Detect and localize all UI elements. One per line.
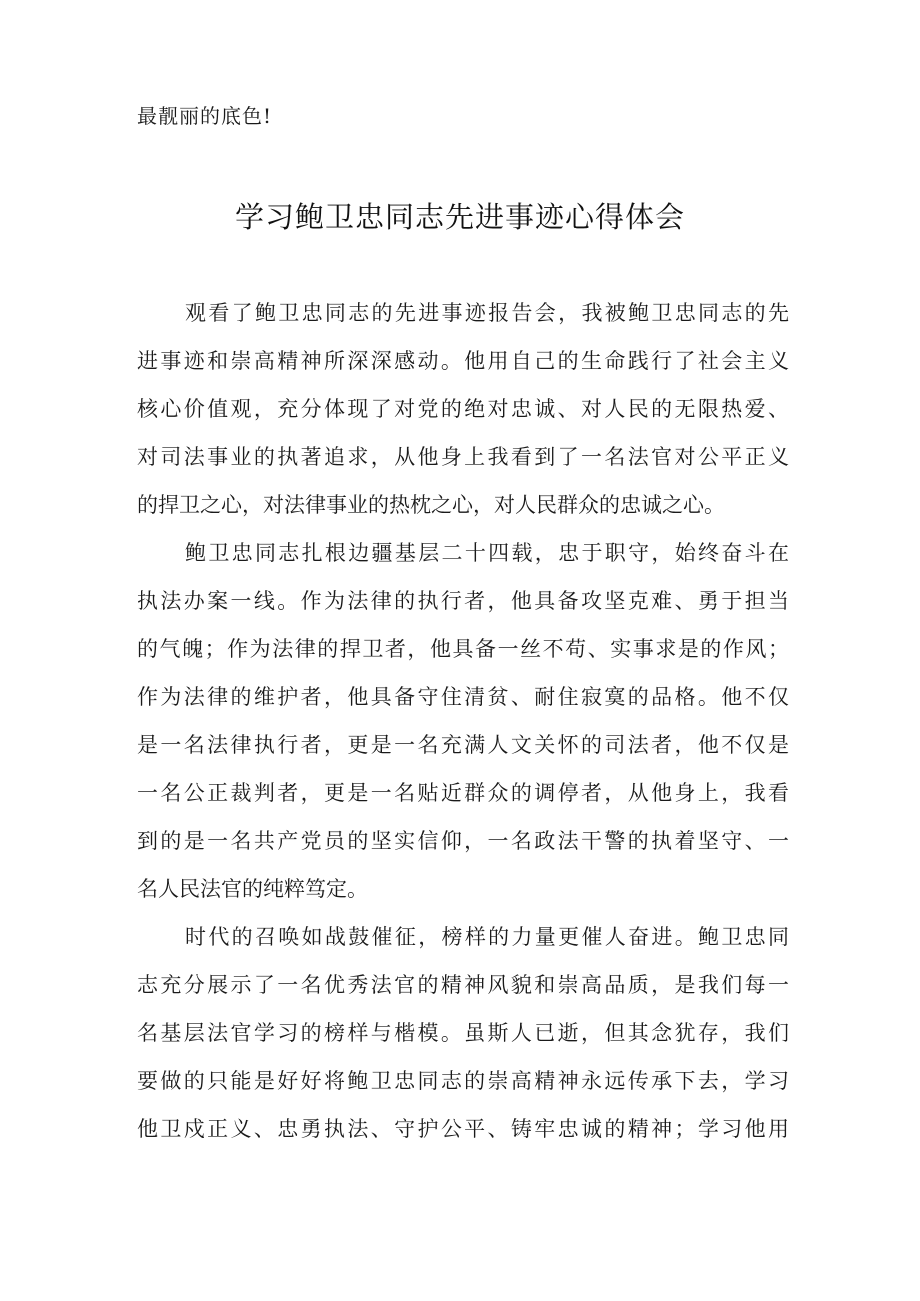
paragraph-2-line-2: 执法办案一线。作为法律的执行者，他具备攻坚克难、勇于担当 — [137, 589, 789, 613]
paragraph-1-line-4: 对司法事业的执著追求，从他身上我看到了一名法官对公平正义 — [137, 445, 789, 469]
document-title: 学习鲍卫忠同志先进事迹心得体会 — [234, 200, 685, 234]
paragraph-2-line-6: 一名公正裁判者，更是一名贴近群众的调停者，从他身上，我看 — [137, 781, 789, 805]
paragraph-1-line-1: 观看了鲍卫忠同志的先进事迹报告会，我被鲍卫忠同志的先 — [185, 301, 789, 325]
paragraph-3-line-1: 时代的召唤如战鼓催征，榜样的力量更催人奋进。鲍卫忠同 — [185, 925, 789, 949]
paragraph-2-line-1: 鲍卫忠同志扎根边疆基层二十四载，忠于职守，始终奋斗在 — [185, 541, 789, 565]
paragraph-2-line-4: 作为法律的维护者，他具备守住清贫、耐住寂寞的品格。他不仅 — [137, 685, 789, 709]
paragraph-2-line-3: 的气魄；作为法律的捍卫者，他具备一丝不苟、实事求是的作风； — [137, 637, 789, 661]
previous-page-fragment: 最靓丽的底色! — [137, 104, 273, 128]
paragraph-1-line-5: 的捍卫之心，对法律事业的热枕之心，对人民群众的忠诚之心。 — [137, 493, 725, 517]
paragraph-3-line-3: 名基层法官学习的榜样与楷模。虽斯人已逝，但其念犹存，我们 — [137, 1021, 789, 1045]
paragraph-2-line-7: 到的是一名共产党员的坚实信仰，一名政法干警的执着坚守、一 — [137, 829, 789, 853]
paragraph-3-line-2: 志充分展示了一名优秀法官的精神风貌和崇高品质，是我们每一 — [137, 973, 789, 997]
paragraph-1-line-2: 进事迹和崇高精神所深深感动。他用自己的生命践行了社会主义 — [137, 349, 789, 373]
paragraph-3-line-5: 他卫戍正义、忠勇执法、守护公平、铸牢忠诚的精神；学习他用 — [137, 1117, 789, 1141]
paragraph-1-line-3: 核心价值观，充分体现了对党的绝对忠诚、对人民的无限热爱、 — [137, 397, 789, 421]
paragraph-2-line-5: 是一名法律执行者，更是一名充满人文关怀的司法者，他不仅是 — [137, 733, 789, 757]
paragraph-3-line-4: 要做的只能是好好将鲍卫忠同志的崇高精神永远传承下去，学习 — [137, 1069, 789, 1093]
paragraph-2-line-8: 名人民法官的纯粹笃定。 — [137, 877, 368, 901]
